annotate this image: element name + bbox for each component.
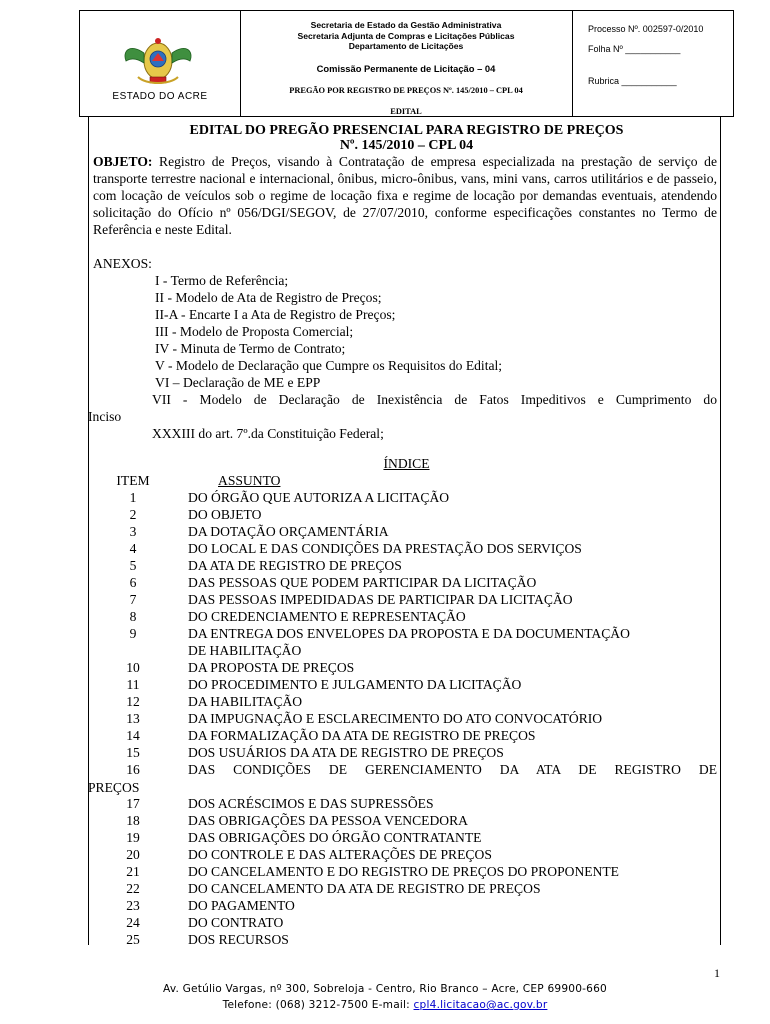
dept-line-2: Secretaria Adjunta de Compras e Licitações Públicas (297, 30, 515, 41)
rubrica-field: Rubrica ___________ (588, 76, 677, 86)
indice-item-subject: DAS PESSOAS QUE PODEM PARTICIPAR DA LICITAÇÃO (188, 575, 537, 590)
header-center-cell (240, 11, 573, 116)
dept-line-3: Departamento de Licitações (348, 41, 464, 51)
indice-item-number: 7 (129, 592, 137, 607)
header-right-cell (572, 11, 732, 116)
indice-item-subject: DOS USUÁRIOS DA ATA DE REGISTRO DE PREÇOS (188, 745, 504, 760)
document-title-number: Nº. 145/2010 – CPL 04 (339, 138, 474, 153)
indice-item-number: 23 (126, 898, 140, 913)
processo-number: Processo Nº. 002597-0/2010 (588, 24, 704, 34)
indice-header-item: ITEM (116, 473, 150, 488)
indice-item-subject: DA ENTREGA DOS ENVELOPES DA PROPOSTA E DA DOCUMENTAÇÃO (188, 626, 630, 641)
indice-item-number: 2 (129, 507, 137, 522)
anexo-item-vii-inciso: Inciso (88, 409, 122, 424)
indice-item-subject: DA HABILITAÇÃO (188, 694, 303, 709)
footer-email-link[interactable]: cpl4.licitacao@ac.gov.br (413, 999, 548, 1011)
indice-item-subject: DOS RECURSOS (188, 932, 289, 947)
indice-item-number: 15 (126, 745, 140, 760)
anexo-item: I - Termo de Referência; (155, 273, 289, 288)
anexo-item: IV - Minuta de Termo de Contrato; (155, 341, 346, 356)
page-number: 1 (714, 966, 720, 980)
indice-item-number: 10 (126, 660, 140, 675)
indice-item-number: 11 (126, 677, 140, 692)
indice-item-subject: DO ÓRGÃO QUE AUTORIZA A LICITAÇÃO (188, 490, 450, 505)
indice-title: ÍNDICE (383, 456, 430, 471)
pregao-label: PREGÃO POR REGISTRO DE PREÇOS Nº. 145/2010 – CPL 04 (289, 86, 523, 95)
anexo-item-vii: VII - Modelo de Declaração de Inexistência de Fatos Impeditivos e Cumprimento do (152, 392, 717, 407)
indice-item-subject: DAS CONDIÇÕES DE GERENCIAMENTO DA ATA DE REGISTRO DE (188, 762, 717, 777)
indice-item-number: 3 (129, 524, 137, 539)
indice-item-number: 1 (129, 490, 137, 505)
anexo-item: V - Modelo de Declaração que Cumpre os Requisitos do Edital; (155, 358, 503, 373)
indice-item-subject: DO PAGAMENTO (188, 898, 295, 913)
objeto-paragraph (93, 153, 717, 238)
indice-item-number: 6 (129, 575, 137, 590)
indice-item-number: 17 (126, 796, 140, 811)
commission-label: Comissão Permanente de Licitação – 04 (316, 63, 496, 74)
indice-item-subject: DO CANCELAMENTO DA ATA DE REGISTRO DE PREÇOS (188, 881, 541, 896)
indice-item-subject-continuation: PREÇOS (88, 780, 140, 795)
state-label: ESTADO DO ACRE (112, 91, 208, 102)
indice-item-subject: DO OBJETO (188, 507, 262, 522)
anexos-label: ANEXOS: (93, 256, 152, 271)
indice-item-number: 18 (126, 813, 140, 828)
indice-item-subject: DA ATA DE REGISTRO DE PREÇOS (188, 558, 402, 573)
indice-item-subject-continuation: DE HABILITAÇÃO (188, 643, 302, 658)
footer-contact (0, 999, 770, 1011)
indice-item-subject: DAS OBRIGAÇÕES DO ÓRGÃO CONTRATANTE (188, 830, 482, 845)
indice-item-subject: DOS ACRÉSCIMOS E DAS SUPRESSÕES (188, 796, 434, 811)
right-border-line (720, 117, 721, 945)
edital-label: EDITAL (390, 107, 422, 116)
objeto-label: OBJETO: (93, 154, 153, 169)
anexo-item-vii-continuation: XXXIII do art. 7º.da Constituição Federal; (152, 426, 384, 441)
indice-item-subject: DO PROCEDIMENTO E JULGAMENTO DA LICITAÇÃO (188, 677, 522, 692)
indice-item-subject: DA FORMALIZAÇÃO DA ATA DE REGISTRO DE PREÇOS (188, 728, 536, 743)
indice-item-number: 16 (126, 762, 140, 777)
indice-header-subject: ASSUNTO (218, 473, 281, 488)
indice-item-subject: DA IMPUGNAÇÃO E ESCLARECIMENTO DO ATO CONVOCATÓRIO (188, 711, 603, 726)
indice-item-number: 22 (126, 881, 140, 896)
anexo-item: VI – Declaração de ME e EPP (155, 375, 321, 390)
footer-phone: Telefone: (068) 3212-7500 E-mail: (222, 999, 414, 1011)
dept-line-1: Secretaria de Estado da Gestão Administrativa (310, 20, 502, 30)
anexo-item: II-A - Encarte I a Ata de Registro de Preços; (155, 307, 396, 322)
indice-item-subject: DA DOTAÇÃO ORÇAMENTÁRIA (188, 524, 389, 539)
indice-item-number: 9 (129, 626, 137, 641)
indice-item-number: 19 (126, 830, 140, 845)
document-title: EDITAL DO PREGÃO PRESENCIAL PARA REGISTRO DE PREÇOS (189, 123, 624, 138)
indice-item-number: 5 (129, 558, 137, 573)
indice-item-number: 12 (126, 694, 140, 709)
department-lines (240, 20, 572, 52)
left-border-line (88, 117, 89, 945)
indice-item-number: 13 (126, 711, 140, 726)
footer-address: Av. Getúlio Vargas, nº 300, Sobreloja - Centro, Rio Branco – Acre, CEP 69900-660 (163, 983, 607, 995)
acre-coat-of-arms-icon (118, 33, 198, 93)
indice-item-number: 21 (126, 864, 140, 879)
indice-item-subject: DO LOCAL E DAS CONDIÇÕES DA PRESTAÇÃO DOS SERVIÇOS (188, 541, 582, 556)
document-header (79, 10, 734, 117)
indice-item-subject: DAS PESSOAS IMPEDIDADAS DE PARTICIPAR DA LICITAÇÃO (188, 592, 573, 607)
anexo-item: II - Modelo de Ata de Registro de Preços; (155, 290, 382, 305)
indice-item-number: 25 (126, 932, 140, 947)
objeto-text: Registro de Preços, visando à Contratação de empresa especializada na prestação de serviço de transporte terrestre nacional e internacional, ônibus, micro-ônibus, vans, mini vans, carros utilitários e de passeio, com locação de veículos sob o regime de locação fixa e regime de locação por demandas eventuais, atendendo solicitação do Ofício nº 056/DGI/SEGOV, de 27/07/2010, conforme especificações constantes no Termo de Referência e neste Edital. (93, 154, 717, 237)
indice-item-subject: DO CONTRATO (188, 915, 284, 930)
indice-item-subject: DO CANCELAMENTO E DO REGISTRO DE PREÇOS DO PROPONENTE (188, 864, 619, 879)
indice-item-number: 20 (126, 847, 140, 862)
indice-item-number: 4 (129, 541, 137, 556)
indice-item-subject: DAS OBRIGAÇÕES DA PESSOA VENCEDORA (188, 813, 468, 828)
indice-item-subject: DA PROPOSTA DE PREÇOS (188, 660, 355, 675)
folha-field: Folha Nº ___________ (588, 44, 681, 54)
indice-item-number: 8 (129, 609, 137, 624)
indice-item-subject: DO CREDENCIAMENTO E REPRESENTAÇÃO (188, 609, 466, 624)
anexo-item: III - Modelo de Proposta Comercial; (155, 324, 354, 339)
indice-item-number: 24 (126, 915, 140, 930)
indice-item-subject: DO CONTROLE E DAS ALTERAÇÕES DE PREÇOS (188, 847, 492, 862)
logo-cell (80, 11, 241, 116)
indice-item-number: 14 (126, 728, 140, 743)
